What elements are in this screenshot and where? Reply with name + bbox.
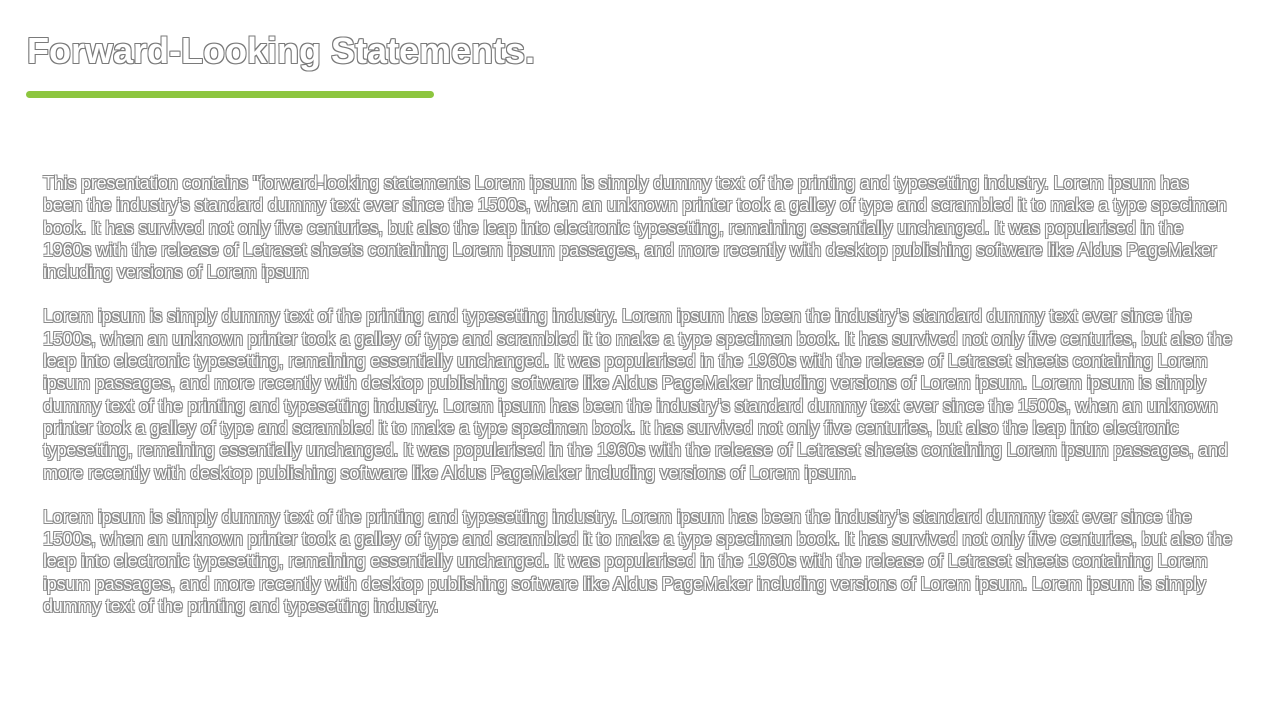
slide-title: Forward-Looking Statements. <box>27 30 536 71</box>
paragraph-2: Lorem ipsum is simply dummy text of the printing and typesetting industry. Lorem ipsum has been the industry's standard dummy text ever since the 1500s, when an unknown printer took a galley of type and scrambled it to make a type specimen book. It has survived not only five centuries, but also the leap into electronic typesetting, remaining essentially unchanged. It was popularised in the 1960s with the release of Letraset sheets containing Lorem ipsum passages, and more recently with desktop publishing software like Aldus PageMaker including versions of Lorem ipsum. Lorem ipsum is simply dummy text of the printing and typesetting industry. Lorem ipsum has been the industry's standard dummy text ever since the 1500s, when an unknown printer took a galley of type and scrambled it to make a type specimen book. It has survived not only five centuries, but also the leap into electronic typesetting, remaining essentially unchanged. It was popularised in the 1960s with the release of Letraset sheets containing Lorem ipsum passages, and more recently with desktop publishing software like Aldus PageMaker including versions of Lorem ipsum. <box>43 306 1233 483</box>
title-underline-bar <box>26 91 434 98</box>
paragraph-3: Lorem ipsum is simply dummy text of the printing and typesetting industry. Lorem ipsum has been the industry's standard dummy text ever since the 1500s, when an unknown printer took a galley of type and scrambled it to make a type specimen book. It has survived not only five centuries, but also the leap into electronic typesetting, remaining essentially unchanged. It was popularised in the 1960s with the release of Letraset sheets containing Lorem ipsum passages, and more recently with desktop publishing software like Aldus PageMaker including versions of Lorem ipsum. Lorem ipsum is simply dummy text of the printing and typesetting industry. <box>43 506 1233 617</box>
paragraph-1: This presentation contains "forward-looking statements Lorem ipsum is simply dummy text of the printing and typesetting industry. Lorem ipsum has been the industry's standard dummy text ever since the 1500s, when an unknown printer took a galley of type and scrambled it to make a type specimen book. It has survived not only five centuries, but also the leap into electronic typesetting, remaining essentially unchanged. It was popularised in the 1960s with the release of Letraset sheets containing Lorem ipsum passages, and more recently with desktop publishing software like Aldus PageMaker including versions of Lorem ipsum <box>43 173 1227 283</box>
body-text <box>43 172 1239 639</box>
